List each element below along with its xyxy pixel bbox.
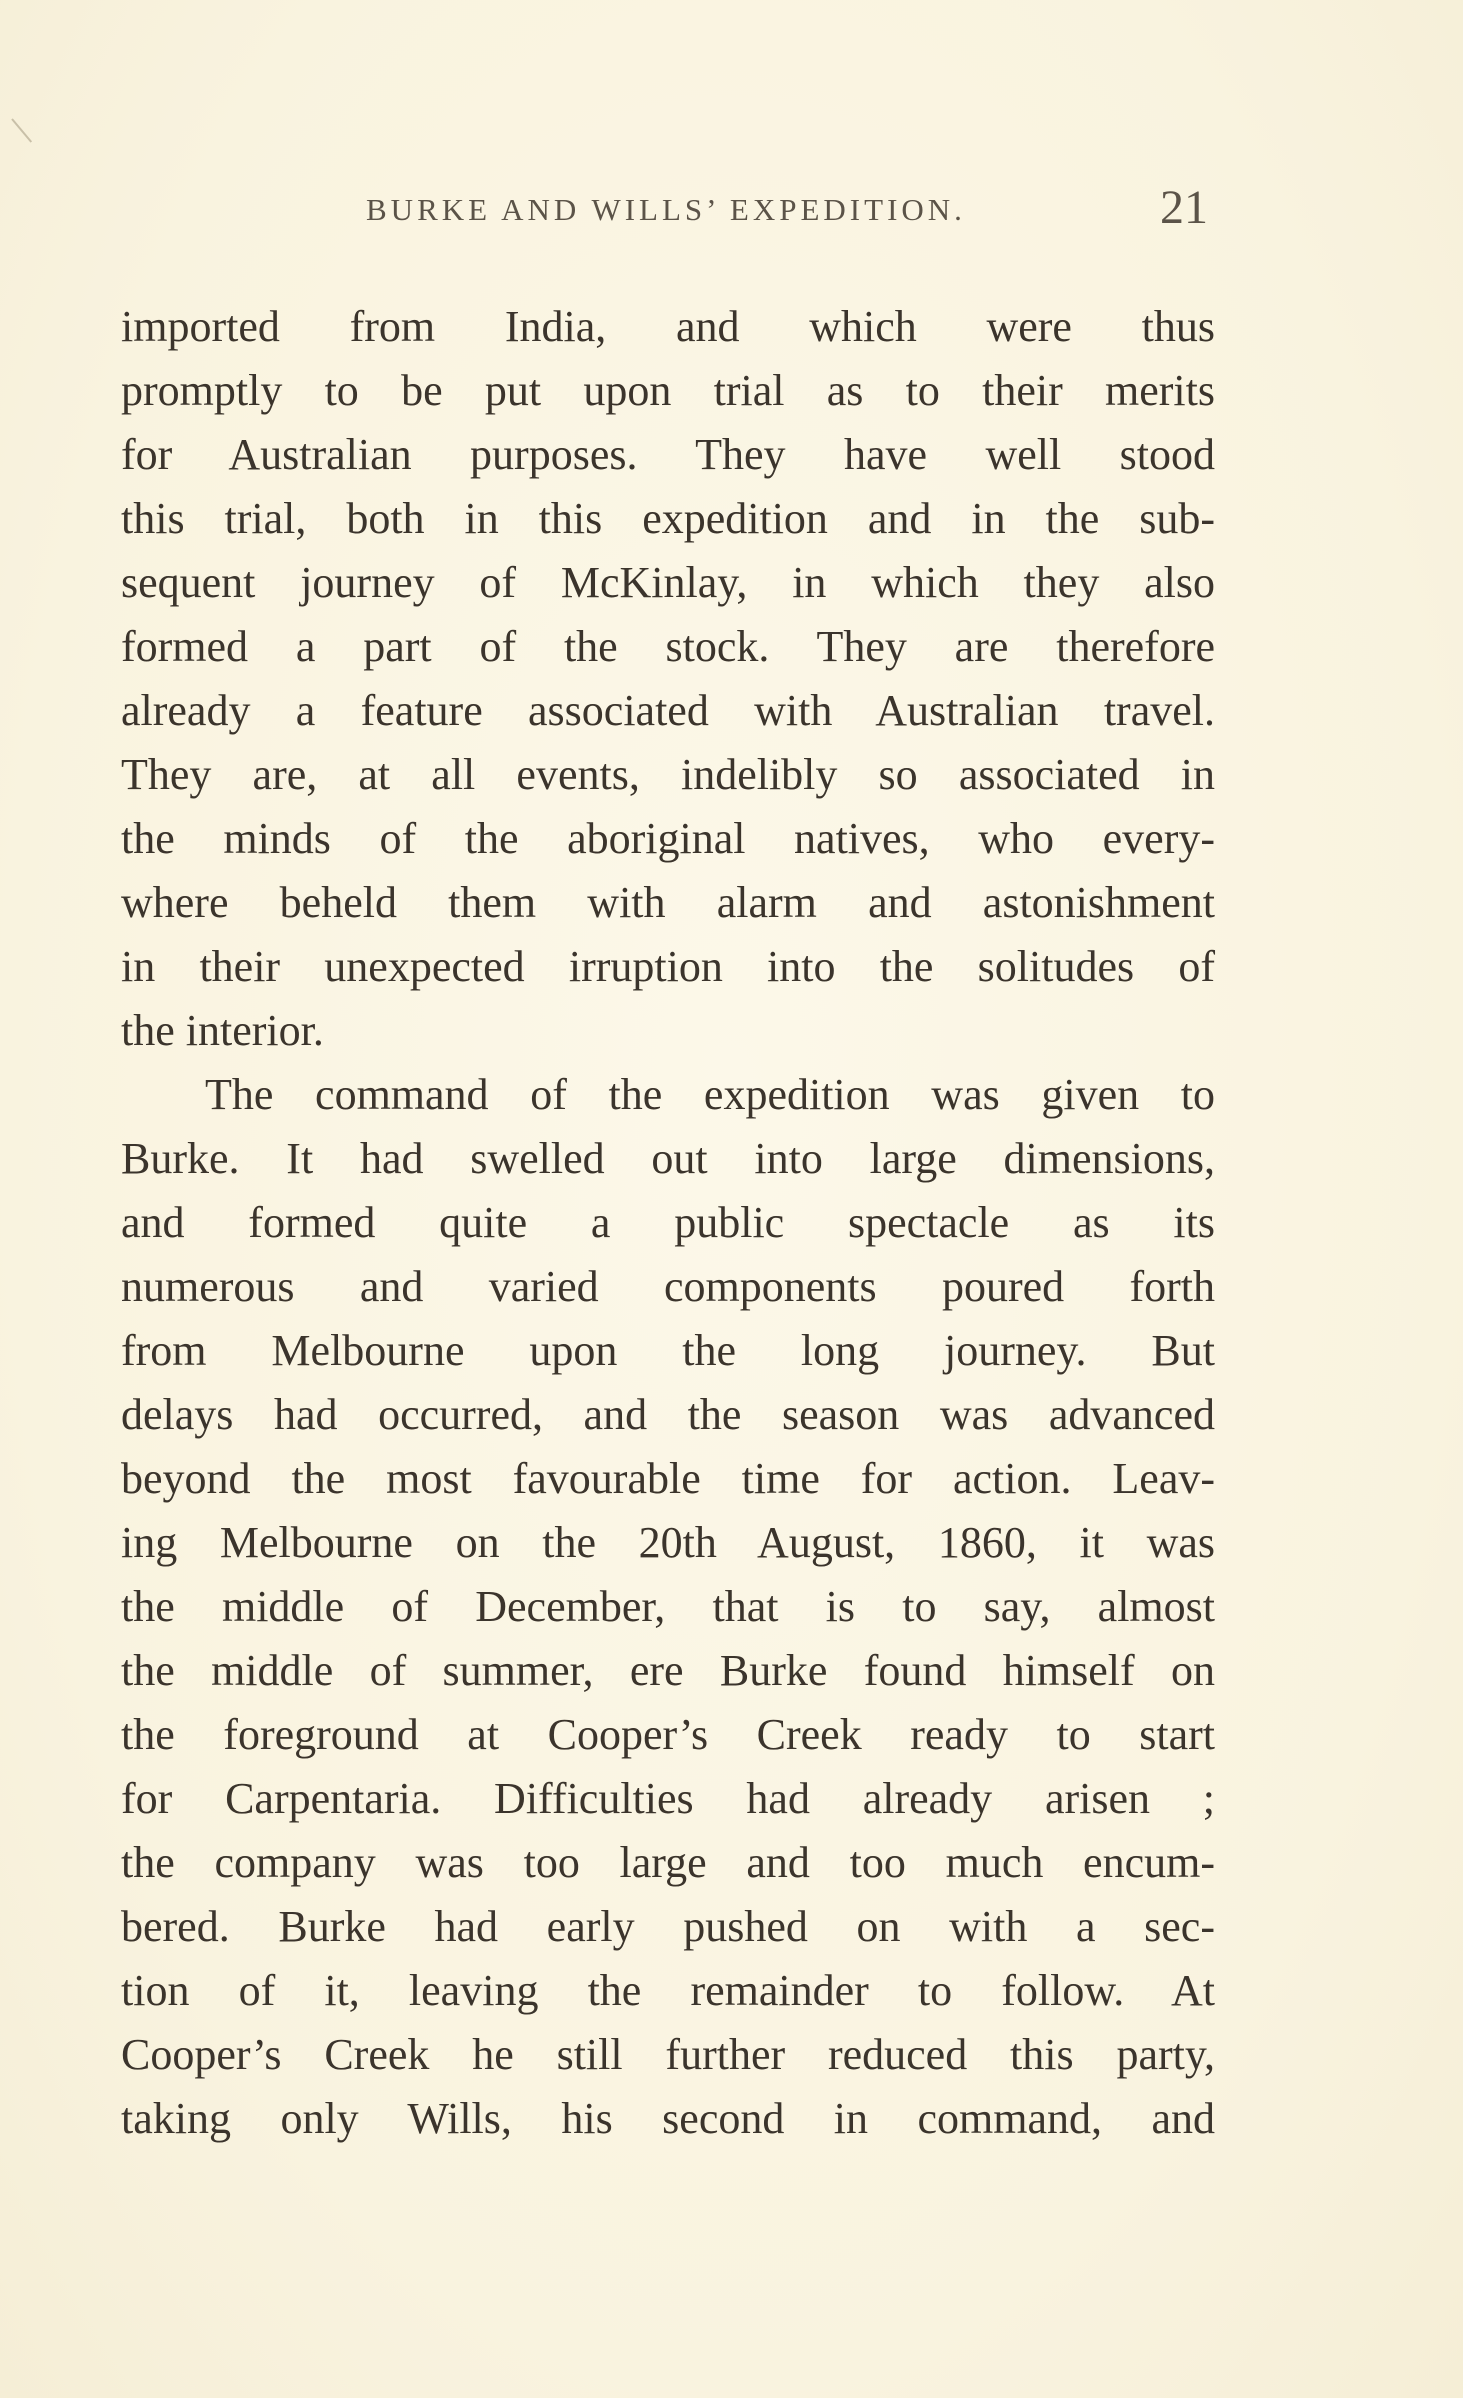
text-line: taking only Wills, his second in command, and [121,2094,1215,2143]
page-corner-mark [11,118,32,142]
text-line: numerous and varied components poured forth [121,1262,1215,1311]
text-line: from Melbourne upon the long journey. But [121,1326,1215,1375]
text-line: sequent journey of McKinlay, in which they also [121,558,1215,607]
text-line: where beheld them with alarm and astonishment [121,878,1215,927]
text-line: beyond the most favourable time for action. Leav- [121,1454,1215,1503]
running-head [0,180,1463,240]
text-line: this trial, both in this expedition and in the sub- [121,494,1215,543]
running-head-title: BURKE AND WILLS’ EXPEDITION. [366,192,966,227]
text-line: They are, at all events, indelibly so associated in [121,750,1215,799]
text-line: and formed quite a public spectacle as its [121,1198,1215,1247]
text-line: ing Melbourne on the 20th August, 1860, it was [121,1518,1215,1567]
text-line: for Australian purposes. They have well stood [121,430,1215,479]
text-line: formed a part of the stock. They are therefore [121,622,1215,671]
page-number: 21 [1160,181,1208,234]
text-line: promptly to be put upon trial as to their merits [121,366,1215,415]
text-line: bered. Burke had early pushed on with a sec- [121,1902,1215,1951]
text-line: the minds of the aboriginal natives, who every- [121,814,1215,863]
text-line: for Carpentaria. Difficulties had already arisen ; [121,1774,1215,1823]
text-line: The command of the expedition was given to [205,1070,1215,1119]
text-line: already a feature associated with Australian travel. [121,686,1215,735]
text-line: the middle of summer, ere Burke found himself on [121,1646,1215,1695]
text-line: delays had occurred, and the season was advanced [121,1390,1215,1439]
text-line: Cooper’s Creek he still further reduced this party, [121,2030,1215,2079]
body-text [121,295,1215,2151]
text-line: the foreground at Cooper’s Creek ready to start [121,1710,1215,1759]
text-line: the middle of December, that is to say, almost [121,1582,1215,1631]
text-line: tion of it, leaving the remainder to follow. At [121,1966,1215,2015]
text-line: the company was too large and too much encum- [121,1838,1215,1887]
text-line: in their unexpected irruption into the solitudes of [121,942,1215,991]
text-line: imported from India, and which were thus [121,302,1215,351]
text-line: the interior. [121,1006,324,1055]
text-line: Burke. It had swelled out into large dimensions, [121,1134,1215,1183]
